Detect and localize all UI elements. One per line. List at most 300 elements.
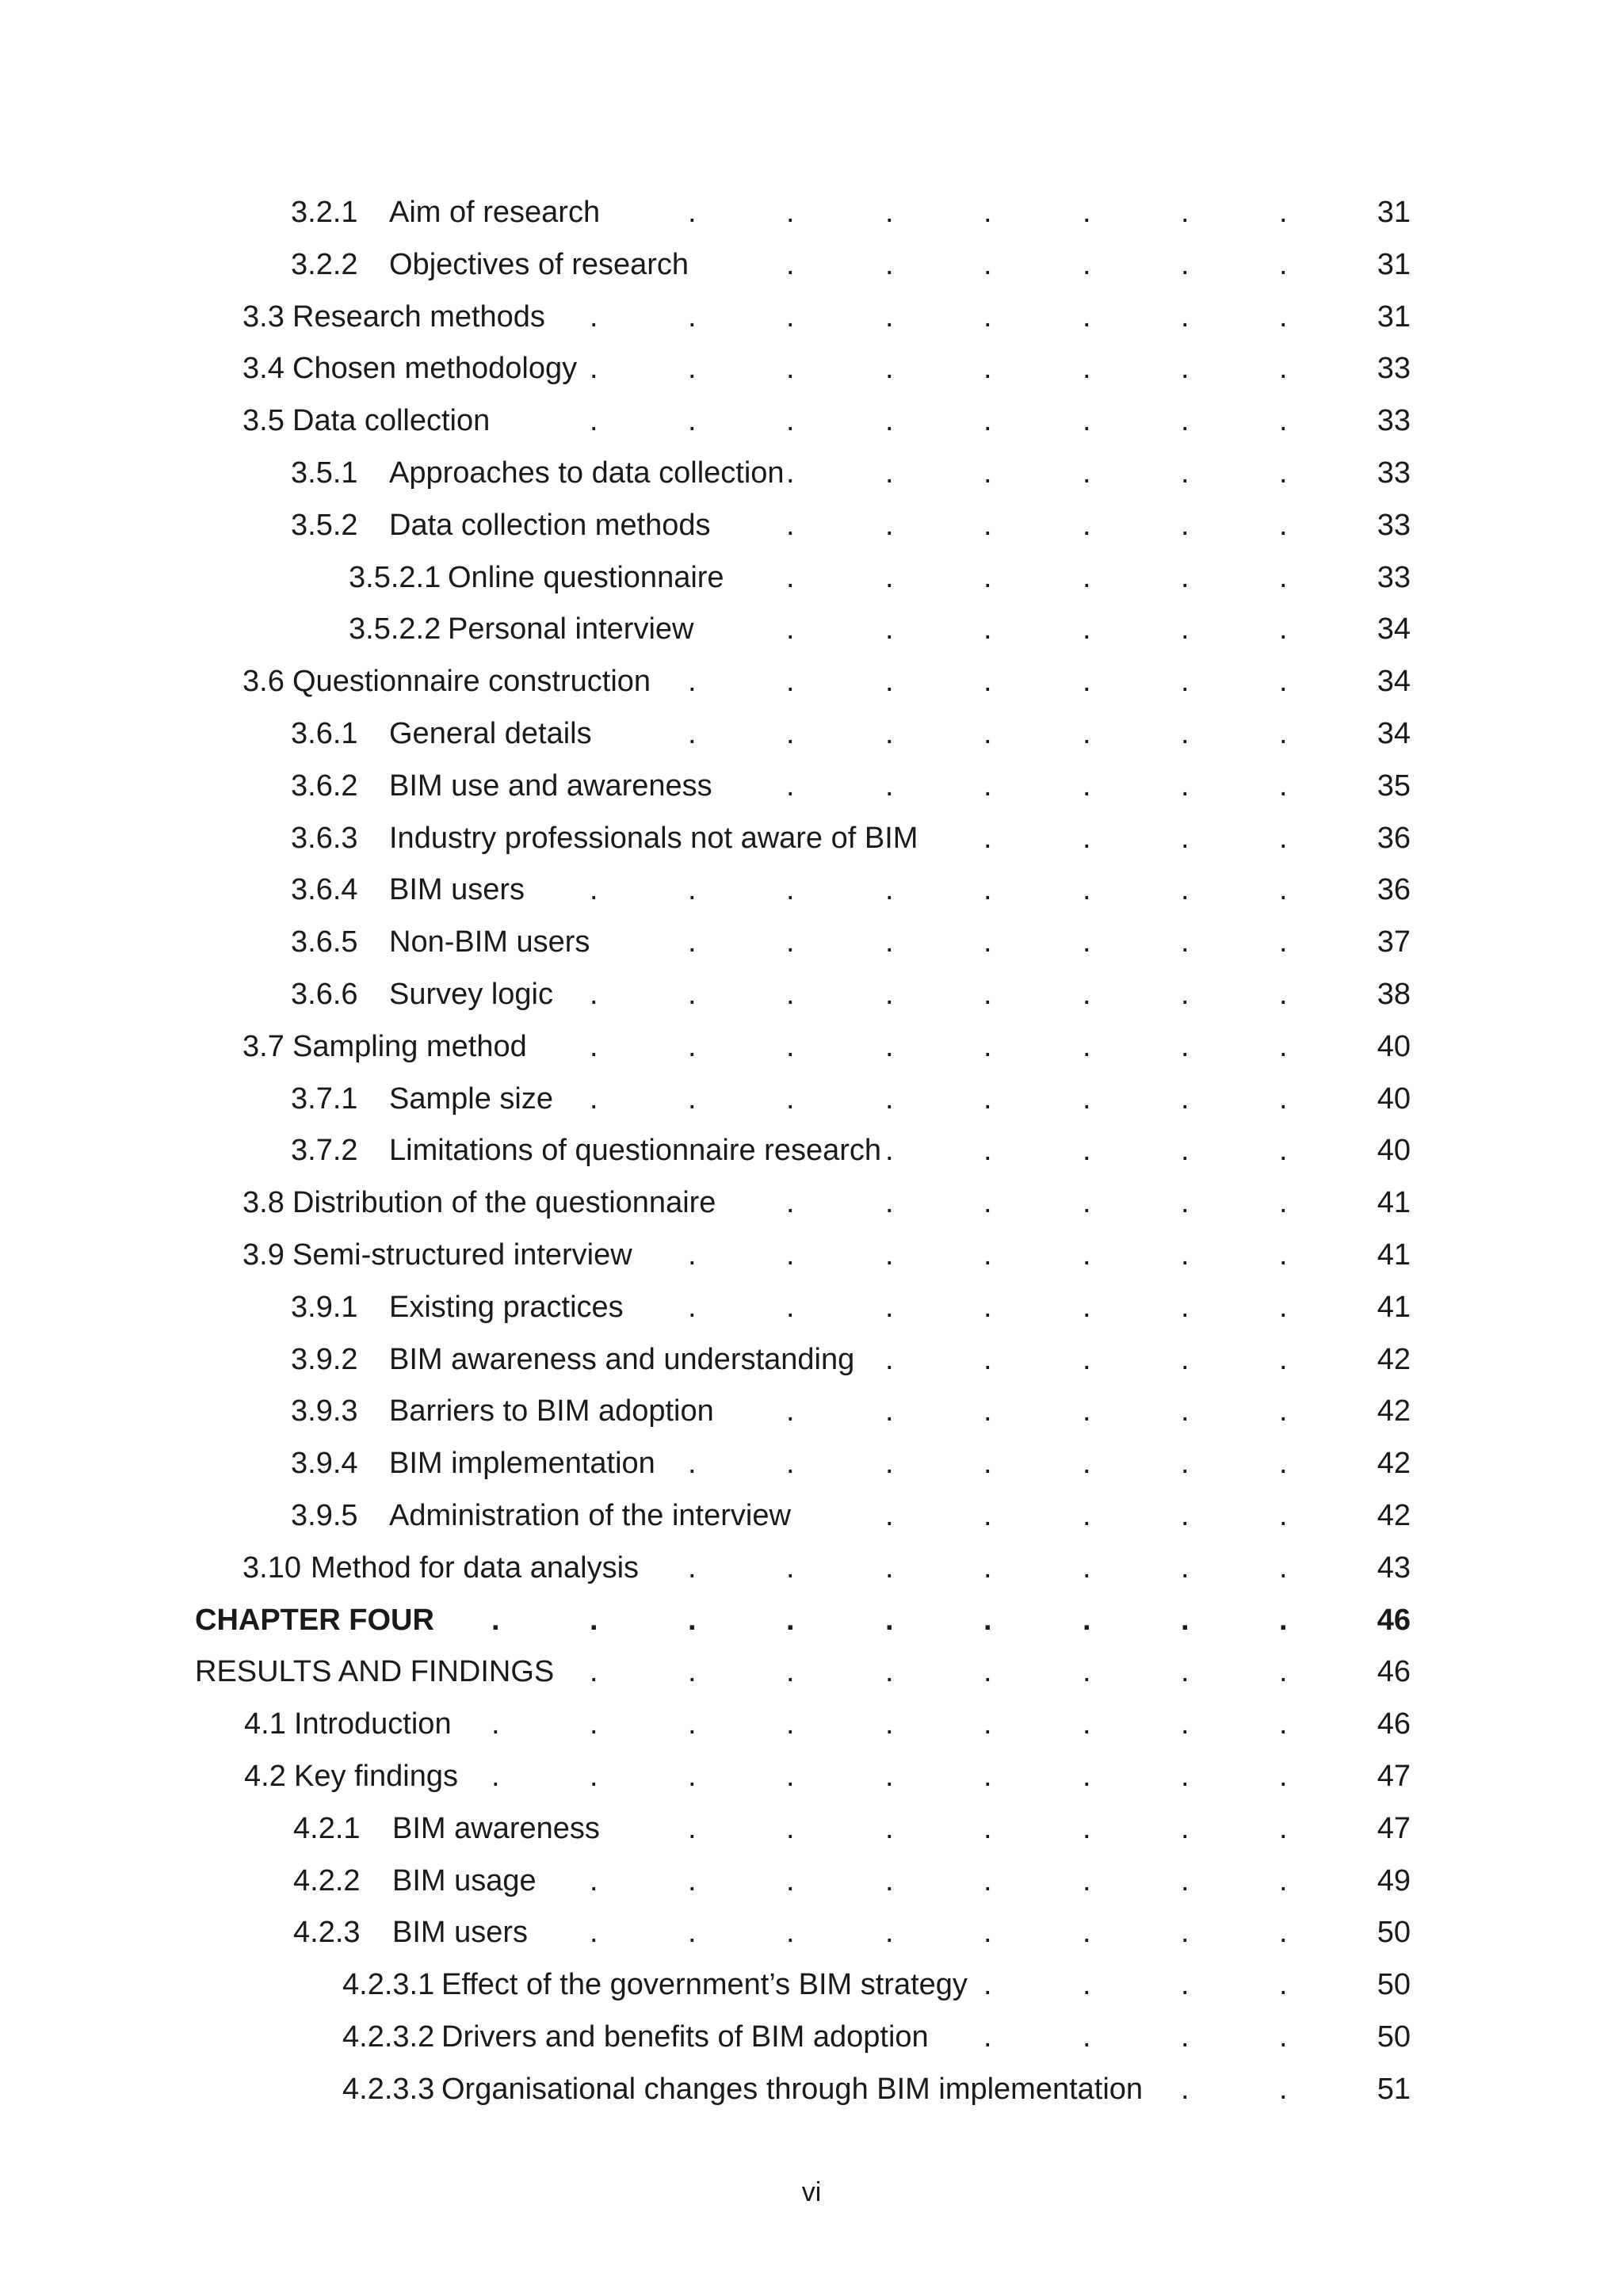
toc-entry: [0, 761, 1623, 813]
leader-dot: .: [1181, 299, 1190, 334]
leader-dot: .: [590, 977, 598, 1011]
leader-dot: .: [1083, 1916, 1091, 1950]
toc-entry: [0, 1438, 1623, 1490]
toc-entry-title: General details: [389, 716, 592, 750]
leader-dot: .: [1181, 1447, 1190, 1481]
leader-dot: .: [885, 1447, 894, 1481]
toc-entry: [0, 552, 1623, 605]
leader-dot: .: [1083, 1811, 1091, 1845]
toc-entry-number: 3.8: [242, 1186, 285, 1220]
leader-dot: .: [983, 1081, 992, 1116]
leader-dot: .: [688, 665, 697, 699]
leader-dot: .: [983, 716, 992, 750]
toc-entry-title: Method for data analysis: [311, 1550, 640, 1585]
leader-dot: .: [1083, 769, 1091, 803]
leader-dot: .: [885, 299, 894, 334]
leader-dot: .: [688, 1029, 697, 1063]
leader-dot: .: [1279, 1968, 1288, 2002]
toc-entry: [0, 2012, 1623, 2064]
toc-entry-number: 4.2.3.1: [342, 1968, 435, 2002]
toc-entry-number: 3.6.1: [291, 716, 358, 750]
toc-entry-page: 40: [1377, 1134, 1411, 1168]
toc-entry-title: Chosen methodology: [292, 352, 578, 386]
toc-entry-title: Distribution of the questionnaire: [292, 1186, 716, 1220]
toc-entry-title: Research methods: [292, 299, 545, 334]
toc-entry-page: 49: [1377, 1863, 1411, 1897]
toc-entry: [0, 708, 1623, 761]
leader-dot: .: [1083, 1707, 1091, 1741]
leader-dot: .: [885, 1863, 894, 1897]
leader-dot: .: [885, 352, 894, 386]
leader-dot: .: [1181, 1342, 1190, 1376]
leader-dot: .: [1181, 1968, 1190, 2002]
toc-entry-page: 43: [1377, 1550, 1411, 1585]
leader-dot: .: [590, 404, 598, 438]
leader-dot: .: [1279, 2072, 1288, 2106]
toc-entry-title: Objectives of research: [389, 247, 689, 281]
leader-dot: .: [1083, 665, 1091, 699]
leader-dot: .: [983, 1029, 992, 1063]
leader-dot: .: [1181, 1238, 1190, 1272]
toc-entry-page: 46: [1377, 1707, 1411, 1741]
leader-dot: .: [1279, 1707, 1288, 1741]
toc-entry: [0, 1230, 1623, 1282]
table-of-contents: [0, 187, 1623, 2115]
leader-dot: .: [1083, 1186, 1091, 1220]
toc-entry-page: 50: [1377, 1968, 1411, 2002]
leader-dot: .: [885, 716, 894, 750]
leader-dot: .: [885, 456, 894, 490]
toc-entry-number: 3.9.3: [291, 1394, 358, 1428]
leader-dot: .: [885, 1655, 894, 1689]
leader-dot: .: [885, 1916, 894, 1950]
leader-dot: .: [786, 196, 795, 229]
leader-dot: .: [983, 1811, 992, 1845]
leader-dot: .: [688, 1081, 697, 1116]
leader-dot: .: [590, 1081, 598, 1116]
leader-dot: .: [1181, 1498, 1190, 1532]
leader-dot: .: [786, 1759, 795, 1793]
toc-entry-title: Data collection: [292, 404, 491, 438]
toc-entry-number: 3.6.2: [291, 769, 358, 803]
leader-dot: .: [1279, 299, 1288, 334]
leader-dot: .: [1083, 612, 1091, 646]
toc-entry-page: 34: [1377, 665, 1411, 699]
toc-entry-page: 40: [1377, 1029, 1411, 1063]
leader-dot: .: [786, 1863, 795, 1897]
leader-dot: .: [491, 1759, 500, 1793]
leader-dot: .: [688, 1550, 697, 1585]
toc-entry-title: Drivers and benefits of BIM adoption: [441, 2019, 929, 2054]
toc-entry-title: BIM implementation: [389, 1447, 655, 1481]
leader-dot: .: [1181, 1863, 1190, 1897]
toc-entry: [0, 1595, 1623, 1647]
leader-dot: .: [983, 1968, 992, 2002]
toc-entry: [0, 1334, 1623, 1386]
leader-dot: .: [1181, 352, 1190, 386]
leader-dot: .: [786, 1811, 795, 1845]
leader-dot: .: [786, 508, 795, 542]
leader-dot: .: [1181, 1134, 1190, 1168]
toc-entry-title: Personal interview: [448, 612, 694, 646]
leader-dot: .: [1181, 1707, 1190, 1741]
leader-dot: .: [1181, 1081, 1190, 1116]
leader-dot: .: [1083, 2019, 1091, 2054]
leader-dot: .: [786, 1029, 795, 1063]
leader-dot: .: [1279, 1498, 1288, 1532]
leader-dot: .: [1279, 1447, 1288, 1481]
leader-dot: .: [1181, 2072, 1190, 2106]
leader-dot: .: [688, 1290, 697, 1324]
leader-dot: .: [786, 1707, 795, 1741]
leader-dot: .: [1279, 196, 1288, 229]
leader-dot: .: [983, 873, 992, 907]
toc-entry-number: 3.4: [242, 352, 285, 386]
leader-dot: .: [885, 1342, 894, 1376]
leader-dot: .: [688, 977, 697, 1011]
leader-dot: .: [1181, 1186, 1190, 1220]
leader-dot: .: [983, 299, 992, 334]
leader-dot: .: [786, 404, 795, 438]
toc-entry-page: 46: [1377, 1603, 1411, 1637]
toc-entry-title: BIM awareness and understanding: [389, 1342, 855, 1376]
toc-entry-title: BIM use and awareness: [389, 769, 712, 803]
leader-dot: .: [885, 977, 894, 1011]
leader-dot: .: [786, 1394, 795, 1428]
leader-dot: .: [1083, 925, 1091, 959]
toc-entry: [0, 1386, 1623, 1438]
leader-dot: .: [1083, 821, 1091, 855]
toc-entry-number: 3.9.5: [291, 1498, 358, 1532]
leader-dot: .: [786, 1447, 795, 1481]
leader-dot: .: [1181, 1603, 1190, 1637]
leader-dot: .: [983, 1447, 992, 1481]
leader-dot: .: [983, 196, 992, 229]
leader-dot: .: [1279, 1603, 1288, 1637]
leader-dot: .: [983, 1916, 992, 1950]
toc-entry-number: 3.5.1: [291, 456, 358, 490]
toc-entry-page: 34: [1377, 716, 1411, 750]
leader-dot: .: [786, 560, 795, 594]
toc-entry-page: 31: [1377, 196, 1411, 229]
leader-dot: .: [590, 873, 598, 907]
toc-entry-title: Administration of the interview: [389, 1498, 791, 1532]
toc-entry: [0, 395, 1623, 448]
leader-dot: .: [983, 925, 992, 959]
leader-dot: .: [885, 508, 894, 542]
leader-dot: .: [983, 560, 992, 594]
toc-entry: [0, 1803, 1623, 1855]
leader-dot: .: [983, 1498, 992, 1532]
toc-entry-number: 4.1: [244, 1707, 286, 1741]
leader-dot: .: [983, 247, 992, 281]
toc-entry-number: 3.9: [242, 1238, 285, 1272]
toc-entry: [0, 1543, 1623, 1595]
leader-dot: .: [786, 299, 795, 334]
leader-dot: .: [1181, 1029, 1190, 1063]
leader-dot: .: [983, 1394, 992, 1428]
toc-entry: [0, 239, 1623, 292]
toc-entry-page: 42: [1377, 1498, 1411, 1532]
leader-dot: .: [1083, 1603, 1091, 1637]
toc-entry-number: 4.2: [244, 1759, 286, 1793]
leader-dot: .: [885, 1550, 894, 1585]
leader-dot: .: [1083, 1968, 1091, 2002]
toc-entry: [0, 604, 1623, 656]
toc-entry-number: 3.6: [242, 665, 285, 699]
leader-dot: .: [1181, 1550, 1190, 1585]
toc-entry: [0, 1490, 1623, 1543]
leader-dot: .: [1279, 1134, 1288, 1168]
leader-dot: .: [1279, 821, 1288, 855]
leader-dot: .: [983, 1707, 992, 1741]
leader-dot: .: [1083, 456, 1091, 490]
leader-dot: .: [1083, 873, 1091, 907]
leader-dot: .: [983, 1759, 992, 1793]
leader-dot: .: [1279, 508, 1288, 542]
toc-entry: [0, 813, 1623, 865]
leader-dot: .: [885, 196, 894, 229]
toc-entry-number: 4.2.3: [293, 1916, 361, 1950]
leader-dot: .: [688, 1863, 697, 1897]
leader-dot: .: [1279, 769, 1288, 803]
toc-entry-number: 3.5: [242, 404, 285, 438]
leader-dot: .: [983, 1134, 992, 1168]
leader-dot: .: [1181, 821, 1190, 855]
leader-dot: .: [688, 873, 697, 907]
toc-entry-page: 42: [1377, 1394, 1411, 1428]
page-number: vi: [801, 2177, 822, 2207]
leader-dot: .: [786, 1081, 795, 1116]
leader-dot: .: [1279, 665, 1288, 699]
toc-entry-title: Approaches to data collection: [389, 456, 785, 490]
leader-dot: .: [1083, 1498, 1091, 1532]
toc-entry-title: Barriers to BIM adoption: [389, 1394, 714, 1428]
toc-entry-number: 3.9.2: [291, 1342, 358, 1376]
toc-entry-title: Sampling method: [292, 1029, 527, 1063]
leader-dot: .: [1279, 247, 1288, 281]
toc-entry: [0, 2064, 1623, 2116]
toc-entry-page: 51: [1377, 2072, 1411, 2106]
leader-dot: .: [885, 560, 894, 594]
leader-dot: .: [885, 1394, 894, 1428]
toc-entry-page: 46: [1377, 1655, 1411, 1689]
leader-dot: .: [983, 352, 992, 386]
toc-entry-number: 3.3: [242, 299, 285, 334]
toc-entry-number: 3.2.2: [291, 247, 358, 281]
leader-dot: .: [1181, 1811, 1190, 1845]
toc-entry-number: 4.2.3.2: [342, 2019, 435, 2054]
toc-entry: [0, 187, 1623, 239]
toc-entry-title: BIM awareness: [392, 1811, 600, 1845]
toc-entry-page: 50: [1377, 2019, 1411, 2054]
toc-entry-title: Questionnaire construction: [292, 665, 651, 699]
toc-entry: [0, 1125, 1623, 1177]
leader-dot: .: [885, 1811, 894, 1845]
leader-dot: .: [786, 665, 795, 699]
leader-dot: .: [983, 665, 992, 699]
leader-dot: .: [688, 1447, 697, 1481]
leader-dot: .: [983, 1863, 992, 1897]
toc-entry-title: Sample size: [389, 1081, 553, 1116]
leader-dot: .: [688, 1811, 697, 1845]
leader-dot: .: [885, 1603, 894, 1637]
leader-dot: .: [1181, 456, 1190, 490]
leader-dot: .: [1181, 404, 1190, 438]
toc-entry-page: 33: [1377, 404, 1411, 438]
leader-dot: .: [983, 1238, 992, 1272]
toc-entry-number: 3.5.2: [291, 508, 358, 542]
toc-entry-number: 4.2.2: [293, 1863, 361, 1897]
leader-dot: .: [1279, 352, 1288, 386]
leader-dot: .: [1279, 1081, 1288, 1116]
leader-dot: .: [786, 925, 795, 959]
leader-dot: .: [1279, 1394, 1288, 1428]
leader-dot: .: [1181, 925, 1190, 959]
toc-entry: [0, 292, 1623, 344]
toc-entry-page: 33: [1377, 560, 1411, 594]
leader-dot: .: [1181, 665, 1190, 699]
leader-dot: .: [885, 404, 894, 438]
toc-entry-page: 33: [1377, 508, 1411, 542]
toc-entry-number: 3.2.1: [291, 196, 358, 229]
toc-entry-number: 3.6.3: [291, 821, 358, 855]
toc-entry: [0, 1907, 1623, 1959]
leader-dot: .: [983, 1342, 992, 1376]
leader-dot: .: [983, 1603, 992, 1637]
leader-dot: .: [1279, 612, 1288, 646]
toc-entry-title: Data collection methods: [389, 508, 711, 542]
leader-dot: .: [786, 352, 795, 386]
toc-entry: [0, 1751, 1623, 1803]
leader-dot: .: [786, 977, 795, 1011]
toc-entry-page: 47: [1377, 1759, 1411, 1793]
toc-entry-page: 34: [1377, 612, 1411, 646]
leader-dot: .: [1279, 2019, 1288, 2054]
toc-entry-page: 41: [1377, 1290, 1411, 1324]
leader-dot: .: [983, 508, 992, 542]
toc-entry: [0, 917, 1623, 969]
leader-dot: .: [885, 1498, 894, 1532]
leader-dot: .: [786, 1916, 795, 1950]
leader-dot: .: [688, 1238, 697, 1272]
leader-dot: .: [1181, 716, 1190, 750]
leader-dot: .: [1181, 1916, 1190, 1950]
leader-dot: .: [1083, 1134, 1091, 1168]
leader-dot: .: [688, 352, 697, 386]
leader-dot: .: [1083, 1029, 1091, 1063]
toc-entry-title: Semi-structured interview: [292, 1238, 632, 1272]
leader-dot: .: [1083, 404, 1091, 438]
leader-dot: .: [786, 1238, 795, 1272]
leader-dot: .: [885, 1707, 894, 1741]
leader-dot: .: [786, 1186, 795, 1220]
leader-dot: .: [590, 1707, 598, 1741]
leader-dot: .: [688, 1655, 697, 1689]
leader-dot: .: [491, 1707, 500, 1741]
leader-dot: .: [885, 873, 894, 907]
toc-entry: [0, 1646, 1623, 1699]
leader-dot: .: [1279, 1811, 1288, 1845]
leader-dot: .: [1083, 352, 1091, 386]
leader-dot: .: [1083, 1863, 1091, 1897]
toc-entry-title: Effect of the government’s BIM strategy: [441, 1968, 968, 2002]
leader-dot: .: [1181, 1759, 1190, 1793]
leader-dot: .: [786, 716, 795, 750]
leader-dot: .: [983, 1290, 992, 1324]
leader-dot: .: [1279, 977, 1288, 1011]
toc-entry-page: 40: [1377, 1081, 1411, 1116]
leader-dot: .: [983, 612, 992, 646]
leader-dot: .: [1181, 247, 1190, 281]
leader-dot: .: [786, 612, 795, 646]
toc-entry-number: 3.6.5: [291, 925, 358, 959]
toc-entry-page: 42: [1377, 1447, 1411, 1481]
leader-dot: .: [1181, 769, 1190, 803]
leader-dot: .: [983, 404, 992, 438]
leader-dot: .: [688, 1916, 697, 1950]
toc-entry: [0, 1021, 1623, 1074]
leader-dot: .: [786, 873, 795, 907]
toc-entry-title: Aim of research: [389, 196, 601, 229]
leader-dot: .: [786, 456, 795, 490]
leader-dot: .: [1181, 508, 1190, 542]
toc-entry-number: 3.6.6: [291, 977, 358, 1011]
leader-dot: .: [1279, 404, 1288, 438]
toc-entry-page: 33: [1377, 456, 1411, 490]
leader-dot: .: [1181, 612, 1190, 646]
leader-dot: .: [1083, 1394, 1091, 1428]
toc-entry: [0, 656, 1623, 708]
leader-dot: .: [885, 1290, 894, 1324]
leader-dot: .: [1083, 1759, 1091, 1793]
toc-entry-page: 41: [1377, 1186, 1411, 1220]
toc-entry-title: Non-BIM users: [389, 925, 590, 959]
leader-dot: .: [885, 665, 894, 699]
leader-dot: .: [983, 2019, 992, 2054]
leader-dot: .: [1181, 1290, 1190, 1324]
toc-entry-number: 3.9.1: [291, 1290, 358, 1324]
toc-entry-page: 36: [1377, 821, 1411, 855]
leader-dot: .: [1083, 977, 1091, 1011]
leader-dot: .: [688, 1707, 697, 1741]
leader-dot: .: [1083, 1290, 1091, 1324]
toc-entry: [0, 343, 1623, 395]
toc-entry: [0, 1177, 1623, 1230]
toc-entry: [0, 1959, 1623, 2012]
leader-dot: .: [1279, 925, 1288, 959]
toc-entry-page: 42: [1377, 1342, 1411, 1376]
leader-dot: .: [786, 1290, 795, 1324]
toc-entry-title: Organisational changes through BIM implementation: [441, 2072, 1144, 2106]
toc-entry-page: 38: [1377, 977, 1411, 1011]
leader-dot: .: [1279, 873, 1288, 907]
leader-dot: .: [590, 1655, 598, 1689]
leader-dot: .: [983, 821, 992, 855]
leader-dot: .: [786, 1603, 795, 1637]
toc-entry-page: 36: [1377, 873, 1411, 907]
toc-entry-title: Online questionnaire: [448, 560, 724, 594]
toc-entry-title: Existing practices: [389, 1290, 624, 1324]
toc-entry-page: 33: [1377, 352, 1411, 386]
leader-dot: .: [590, 1863, 598, 1897]
toc-entry-page: 31: [1377, 299, 1411, 334]
leader-dot: .: [688, 925, 697, 959]
leader-dot: .: [983, 1186, 992, 1220]
leader-dot: .: [1083, 1342, 1091, 1376]
toc-entry-title: Industry professionals not aware of BIM: [389, 821, 918, 855]
leader-dot: .: [688, 1603, 697, 1637]
